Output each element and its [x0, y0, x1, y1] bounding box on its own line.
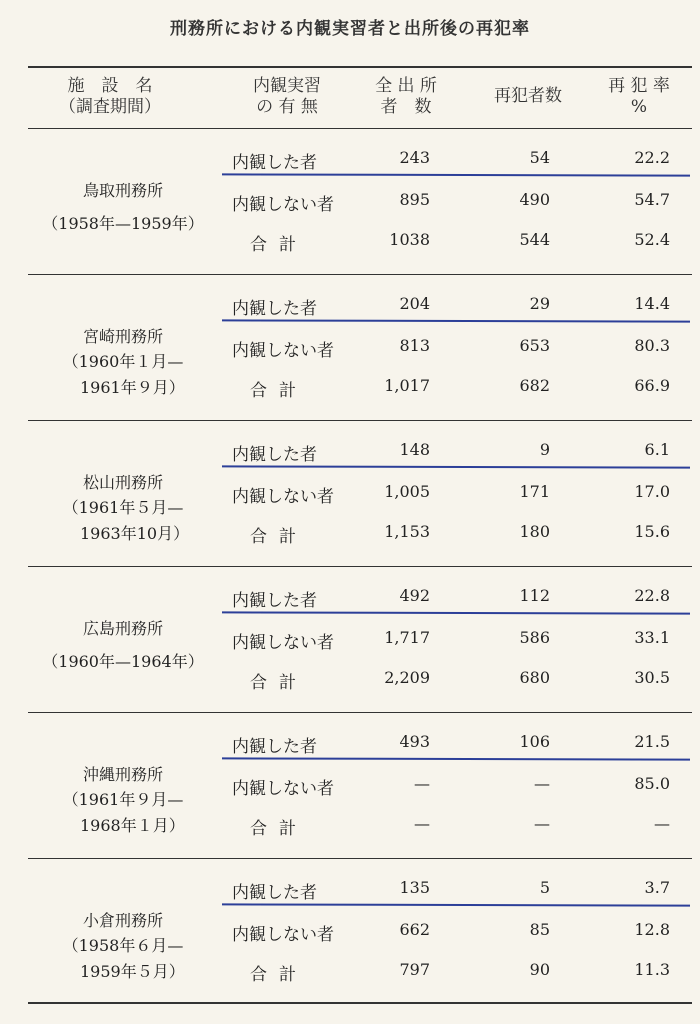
- header-facility-line2: （調査期間）: [59, 97, 161, 117]
- facility-period: （1958年６月—: [62, 936, 184, 955]
- recidivist-count-cell: 682: [519, 376, 550, 395]
- highlight-underline: [222, 319, 690, 322]
- row-label: 合計: [250, 965, 308, 985]
- total-released-cell: 148: [399, 440, 430, 459]
- facility-name: 沖縄刑務所: [82, 765, 163, 784]
- recidivism-rate-cell: —: [654, 814, 670, 833]
- recidivist-count-cell: 90: [529, 960, 550, 979]
- row-label: 内観した者: [232, 153, 317, 173]
- header-recid-rate: [594, 76, 684, 118]
- facility-name: 松山刑務所: [82, 473, 163, 492]
- highlight-underline: [222, 903, 690, 906]
- facility-period: 1961年９月）: [80, 378, 185, 397]
- facility-name: 宮崎刑務所: [82, 327, 163, 346]
- recidivist-count-cell: 680: [519, 668, 550, 687]
- total-released-cell: 492: [399, 586, 430, 605]
- row-label: 内観しない者: [232, 195, 334, 215]
- total-released-cell: 1,717: [384, 628, 430, 647]
- recidivist-count-cell: 490: [519, 190, 550, 209]
- total-released-cell: —: [414, 774, 430, 793]
- recidivist-count-cell: —: [534, 774, 550, 793]
- row-label: 内観しない者: [232, 779, 334, 799]
- recidivist-count-cell: 171: [519, 482, 550, 501]
- row-label: 内観しない者: [232, 925, 334, 945]
- header-recid-rate-line2: %: [630, 97, 648, 117]
- recidivism-rate-cell: 54.7: [634, 190, 670, 209]
- facility-period: （1960年—1964年）: [42, 652, 204, 671]
- total-released-cell: 662: [399, 920, 430, 939]
- facility-period: （1961年９月—: [62, 790, 184, 809]
- total-released-cell: 1,153: [384, 522, 430, 541]
- recidivism-rate-cell: 12.8: [634, 920, 670, 939]
- total-released-cell: —: [414, 814, 430, 833]
- header-rule: [28, 128, 692, 129]
- header-total: [358, 76, 454, 118]
- highlight-underline: [222, 611, 690, 614]
- recidivism-rate-cell: 33.1: [634, 628, 670, 647]
- bottom-rule: [28, 1002, 692, 1004]
- recidivism-rate-cell: 30.5: [634, 668, 670, 687]
- facility-period: （1960年１月—: [62, 352, 184, 371]
- total-released-cell: 204: [399, 294, 430, 313]
- header-facility-line1: 施 設 名: [67, 76, 153, 96]
- row-label: 合計: [250, 673, 308, 693]
- header-recid-rate-line1: 再 犯 率: [608, 76, 670, 96]
- total-released-cell: 1038: [389, 230, 430, 249]
- total-released-cell: 895: [399, 190, 430, 209]
- top-rule: [28, 66, 692, 68]
- recidivist-count-cell: —: [534, 814, 550, 833]
- row-label: 内観した者: [232, 883, 317, 903]
- facility-name: 広島刑務所: [82, 619, 163, 638]
- recidivist-count-cell: 54: [529, 148, 550, 167]
- total-released-cell: 135: [399, 878, 430, 897]
- recidivist-count-cell: 112: [519, 586, 550, 605]
- total-released-cell: 493: [399, 732, 430, 751]
- row-label: 内観しない者: [232, 633, 334, 653]
- total-released-cell: 1,017: [384, 376, 430, 395]
- facility-name: 小倉刑務所: [82, 911, 163, 930]
- recidivism-rate-cell: 52.4: [634, 230, 670, 249]
- recidivism-rate-cell: 15.6: [634, 522, 670, 541]
- recidivism-rate-cell: 11.3: [634, 960, 670, 979]
- recidivism-rate-cell: 14.4: [634, 294, 670, 313]
- row-label: 内観しない者: [232, 487, 334, 507]
- recidivist-count-cell: 5: [539, 878, 550, 897]
- row-label: 内観した者: [232, 737, 317, 757]
- header-practice-line1: 内観実習: [253, 76, 321, 96]
- row-label: 内観した者: [232, 299, 317, 319]
- header-total-line1: 全 出 所: [375, 76, 437, 96]
- group-separator: [28, 274, 692, 275]
- facility-period: 1959年５月）: [80, 962, 185, 981]
- recidivism-rate-cell: 22.2: [634, 148, 670, 167]
- header-practice-line2: の 有 無: [256, 97, 318, 117]
- facility-period: 1968年１月）: [80, 816, 185, 835]
- highlight-underline: [222, 465, 690, 468]
- row-label: 内観した者: [232, 445, 317, 465]
- row-label: 合計: [250, 527, 308, 547]
- row-label: 合計: [250, 819, 308, 839]
- header-practice: [232, 76, 342, 118]
- row-label: 合計: [250, 235, 308, 255]
- recidivist-count-cell: 106: [519, 732, 550, 751]
- group-separator: [28, 566, 692, 567]
- header-total-line2: 者 数: [380, 97, 432, 117]
- facility-name: 鳥取刑務所: [82, 181, 163, 200]
- group-separator: [28, 712, 692, 713]
- recidivism-rate-cell: 6.1: [644, 440, 670, 459]
- highlight-underline: [222, 757, 690, 760]
- recidivism-rate-cell: 3.7: [644, 878, 670, 897]
- header-recid-count: 再犯者数: [494, 86, 562, 106]
- recidivism-rate-cell: 66.9: [634, 376, 670, 395]
- row-label: 合計: [250, 381, 308, 401]
- recidivist-count-cell: 586: [519, 628, 550, 647]
- recidivist-count-cell: 85: [529, 920, 550, 939]
- recidivist-count-cell: 29: [529, 294, 550, 313]
- recidivism-rate-cell: 22.8: [634, 586, 670, 605]
- row-label: 内観した者: [232, 591, 317, 611]
- recidivism-rate-cell: 85.0: [634, 774, 670, 793]
- total-released-cell: 797: [399, 960, 430, 979]
- facility-period: （1961年５月—: [62, 498, 184, 517]
- recidivist-count-cell: 653: [519, 336, 550, 355]
- header-facility: [30, 76, 190, 118]
- table-title: 刑務所における内観実習者と出所後の再犯率: [170, 19, 530, 39]
- recidivist-count-cell: 544: [519, 230, 550, 249]
- total-released-cell: 243: [399, 148, 430, 167]
- group-separator: [28, 420, 692, 421]
- highlight-underline: [222, 173, 690, 176]
- total-released-cell: 813: [399, 336, 430, 355]
- recidivist-count-cell: 9: [539, 440, 550, 459]
- total-released-cell: 1,005: [384, 482, 430, 501]
- recidivism-rate-cell: 17.0: [634, 482, 670, 501]
- row-label: 内観しない者: [232, 341, 334, 361]
- group-separator: [28, 858, 692, 859]
- recidivism-rate-cell: 21.5: [634, 732, 670, 751]
- recidivism-rate-cell: 80.3: [634, 336, 670, 355]
- total-released-cell: 2,209: [384, 668, 430, 687]
- recidivist-count-cell: 180: [519, 522, 550, 541]
- facility-period: 1963年10月）: [80, 524, 190, 543]
- facility-period: （1958年—1959年）: [42, 214, 204, 233]
